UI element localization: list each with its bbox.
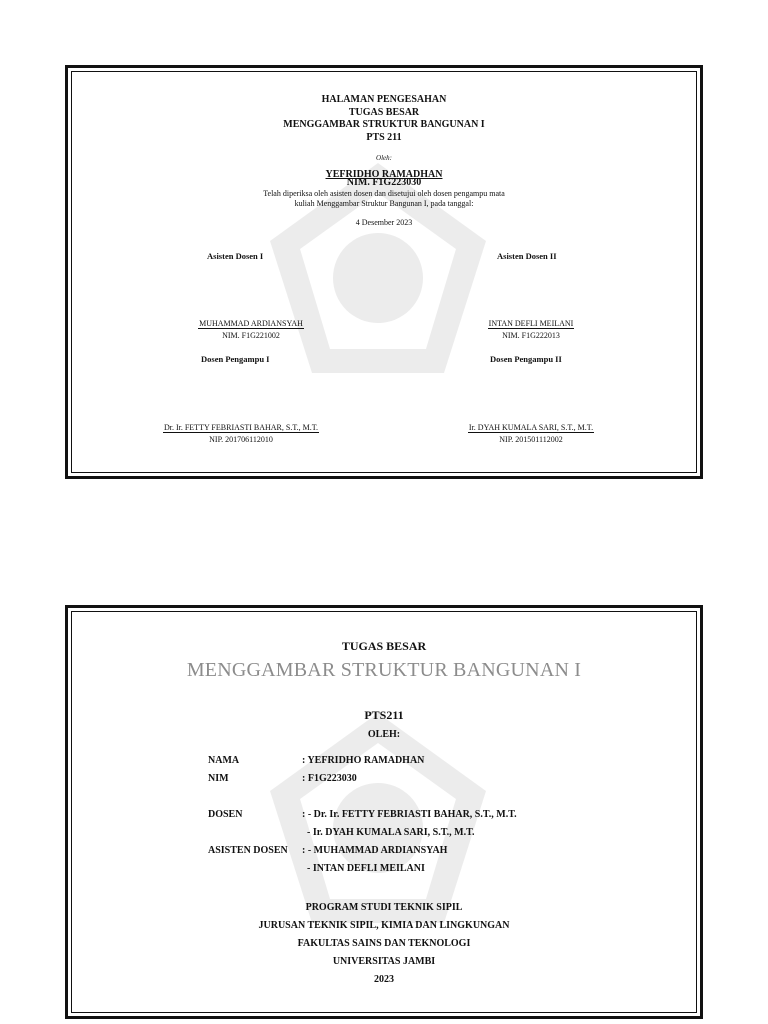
- statement-line: kuliah Menggambar Struktur Bangunan I, pada tanggal:: [294, 199, 474, 208]
- approval-page: [65, 65, 703, 479]
- statement-line: Telah diperiksa oleh asisten dosen dan disetujui oleh dosen pengampu mata: [263, 189, 505, 198]
- dosen2-signature: [431, 417, 631, 444]
- asisten1-role: Asisten Dosen I: [207, 251, 264, 261]
- course-code: PTS211: [364, 708, 404, 722]
- dosen2-role: Dosen Pengampu II: [490, 354, 562, 364]
- approval-heading: [68, 94, 700, 144]
- institution-line: UNIVERSITAS JAMBI: [332, 956, 436, 967]
- dosen2-id: NIP. 201501112002: [499, 435, 563, 444]
- approval-date: 4 Desember 2023: [355, 218, 413, 227]
- asisten2-name: INTAN DEFLI MEILANI: [488, 319, 574, 328]
- asisten1-name: MUHAMMAD ARDIANSYAH: [199, 319, 303, 328]
- cover-page: [65, 605, 703, 1019]
- approval-heading-line: TUGAS BESAR: [348, 106, 420, 118]
- cover-title: MENGGAMBAR STRUKTUR BANGUNAN I: [186, 659, 582, 681]
- institution-block: [68, 899, 700, 989]
- field-value-nama: : YEFRIDHO RAMADHAN: [302, 755, 425, 766]
- dosen2-name: Ir. DYAH KUMALA SARI, S.T., M.T.: [468, 423, 594, 432]
- institution-line: PROGRAM STUDI TEKNIK SIPIL: [305, 902, 463, 913]
- field-value-nim: : F1G223030: [302, 773, 357, 784]
- approval-statement: [68, 189, 700, 209]
- institution-line: FAKULTAS SAINS DAN TEKNOLOGI: [297, 938, 471, 949]
- approval-heading-line: HALAMAN PENGESAHAN: [321, 94, 447, 105]
- student-nim: NIM. F1G223030: [346, 177, 422, 188]
- field-label-asisten: ASISTEN DOSEN: [208, 845, 288, 856]
- asisten2-id: NIM. F1G222013: [502, 331, 560, 340]
- field-label-nama: NAMA: [208, 755, 240, 766]
- oleh-label: OLEH:: [367, 729, 401, 740]
- approval-heading-line: MENGGAMBAR STRUKTUR BANGUNAN I: [283, 119, 485, 130]
- dosen1-name: Dr. Ir. FETTY FEBRIASTI BAHAR, S.T., M.T.: [163, 423, 319, 432]
- student-name: YEFRIDHO RAMADHAN: [325, 169, 443, 180]
- field-value-asisten2: - INTAN DEFLI MEILANI: [307, 863, 425, 874]
- field-value-dosen2: - Ir. DYAH KUMALA SARI, S.T., M.T.: [307, 827, 475, 838]
- asisten1-id: NIM. F1G221002: [222, 331, 280, 340]
- dosen1-signature: [141, 417, 341, 444]
- institution-year: 2023: [374, 974, 394, 985]
- dosen1-role: Dosen Pengampu I: [201, 354, 270, 364]
- dosen1-id: NIP. 201706112010: [209, 435, 273, 444]
- cover-heading: TUGAS BESAR: [341, 639, 427, 653]
- institution-line: JURUSAN TEKNIK SIPIL, KIMIA DAN LINGKUNGAN: [258, 920, 510, 931]
- asisten2-role: Asisten Dosen II: [497, 251, 557, 261]
- asisten1-signature: [171, 313, 331, 340]
- asisten2-signature: [451, 313, 611, 340]
- oleh-label: Oleh:: [376, 154, 392, 162]
- field-label-nim: NIM: [208, 773, 229, 784]
- approval-heading-line: PTS 211: [366, 131, 402, 143]
- field-value-asisten1: : - MUHAMMAD ARDIANSYAH: [302, 845, 448, 856]
- field-value-dosen1: : - Dr. Ir. FETTY FEBRIASTI BAHAR, S.T., M.T.: [302, 809, 517, 820]
- field-label-dosen: DOSEN: [208, 809, 243, 820]
